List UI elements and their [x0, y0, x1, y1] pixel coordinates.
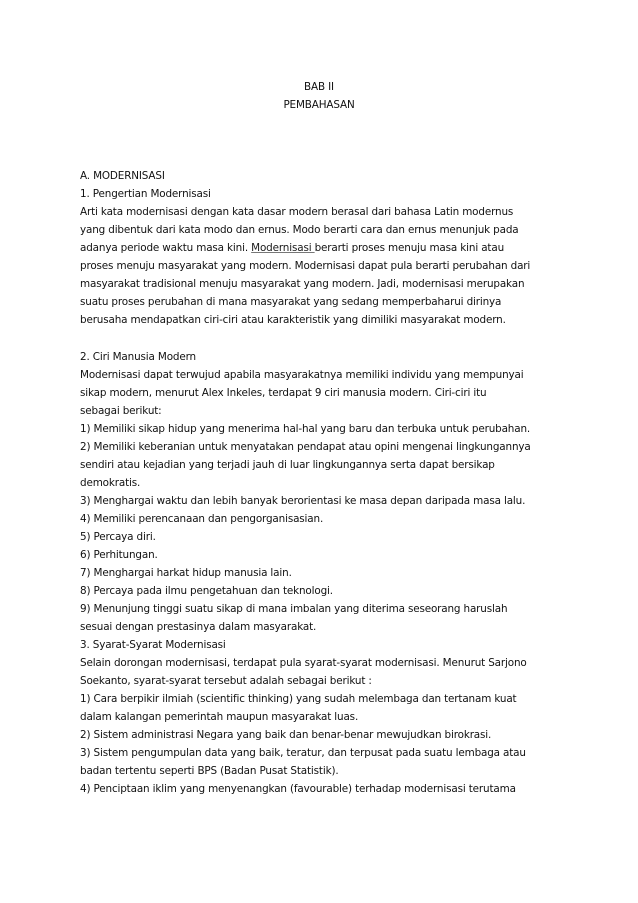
chapter-title: PEMBAHASAN [283, 99, 355, 111]
text-line-with-link [80, 242, 504, 254]
text-line: masyarakat tradisional menuju masyarakat yang modern. Jadi, modernisasi merupakan [80, 278, 525, 290]
subsection-heading: 1. Pengertian Modernisasi [80, 188, 211, 200]
text-span: adanya periode waktu masa kini. [80, 242, 252, 254]
list-item: 2) Memiliki keberanian untuk menyatakan pendapat atau opini mengenai lingkungannya [80, 441, 531, 453]
list-item: 2) Sistem administrasi Negara yang baik dan benar-benar mewujudkan birokrasi. [80, 729, 492, 741]
text-line: Arti kata modernisasi dengan kata dasar modern berasal dari bahasa Latin modernus [80, 206, 514, 218]
modernisasi-link[interactable]: Modernisasi [251, 242, 315, 254]
text-line: Modernisasi dapat terwujud apabila masyarakatnya memiliki individu yang mempunyai [80, 369, 524, 381]
chapter-heading: BAB II [304, 81, 334, 93]
text-span: berarti proses menuju masa kini atau [314, 242, 504, 254]
text-line: demokratis. [80, 477, 141, 489]
section-heading: A. MODERNISASI [80, 170, 165, 182]
text-line: Soekanto, syarat-syarat tersebut adalah sebagai berikut : [80, 675, 372, 687]
text-line: berusaha mendapatkan ciri-ciri atau karakteristik yang dimiliki masyarakat modern. [80, 314, 506, 326]
list-item: 3) Menghargai waktu dan lebih banyak berorientasi ke masa depan daripada masa lalu. [80, 495, 526, 507]
text-line: sendiri atau kejadian yang terjadi jauh di luar lingkungannya serta dapat bersikap [80, 459, 495, 471]
list-item: 1) Memiliki sikap hidup yang menerima hal-hal yang baru dan terbuka untuk perubahan. [80, 423, 531, 435]
text-line: Selain dorongan modernisasi, terdapat pula syarat-syarat modernisasi. Menurut Sarjono [80, 657, 527, 669]
list-item: 7) Menghargai harkat hidup manusia lain. [80, 567, 292, 579]
text-line: sesuai dengan prestasinya dalam masyarakat. [80, 621, 317, 633]
list-item: 8) Percaya pada ilmu pengetahuan dan teknologi. [80, 585, 333, 597]
text-line: dalam kalangan pemerintah maupun masyarakat luas. [80, 711, 359, 723]
text-line: sebagai berikut: [80, 405, 162, 417]
text-line: yang dibentuk dari kata modo dan ernus. Modo berarti cara dan ernus menunjuk pada [80, 224, 519, 236]
text-line: sikap modern, menurut Alex Inkeles, terdapat 9 ciri manusia modern. Ciri-ciri itu [80, 387, 487, 399]
list-item: 4) Penciptaan iklim yang menyenangkan (favourable) terhadap modernisasi terutama [80, 783, 516, 795]
list-item: 1) Cara berpikir ilmiah (scientific thinking) yang sudah melembaga dan tertanam kuat [80, 693, 517, 705]
list-item: 9) Menunjung tinggi suatu sikap di mana imbalan yang diterima seseorang haruslah [80, 603, 508, 615]
subsection-heading: 2. Ciri Manusia Modern [80, 351, 196, 363]
text-line: badan tertentu seperti BPS (Badan Pusat Statistik). [80, 765, 339, 777]
text-line: suatu proses perubahan di mana masyarakat yang sedang memperbaharui dirinya [80, 296, 502, 308]
subsection-heading: 3. Syarat-Syarat Modernisasi [80, 639, 226, 651]
list-item: 5) Percaya diri. [80, 531, 156, 543]
list-item: 3) Sistem pengumpulan data yang baik, teratur, dan terpusat pada suatu lembaga atau [80, 747, 526, 759]
list-item: 4) Memiliki perencanaan dan pengorganisasian. [80, 513, 324, 525]
list-item: 6) Perhitungan. [80, 549, 158, 561]
text-line: proses menuju masyarakat yang modern. Modernisasi dapat pula berarti perubahan dari [80, 260, 531, 272]
